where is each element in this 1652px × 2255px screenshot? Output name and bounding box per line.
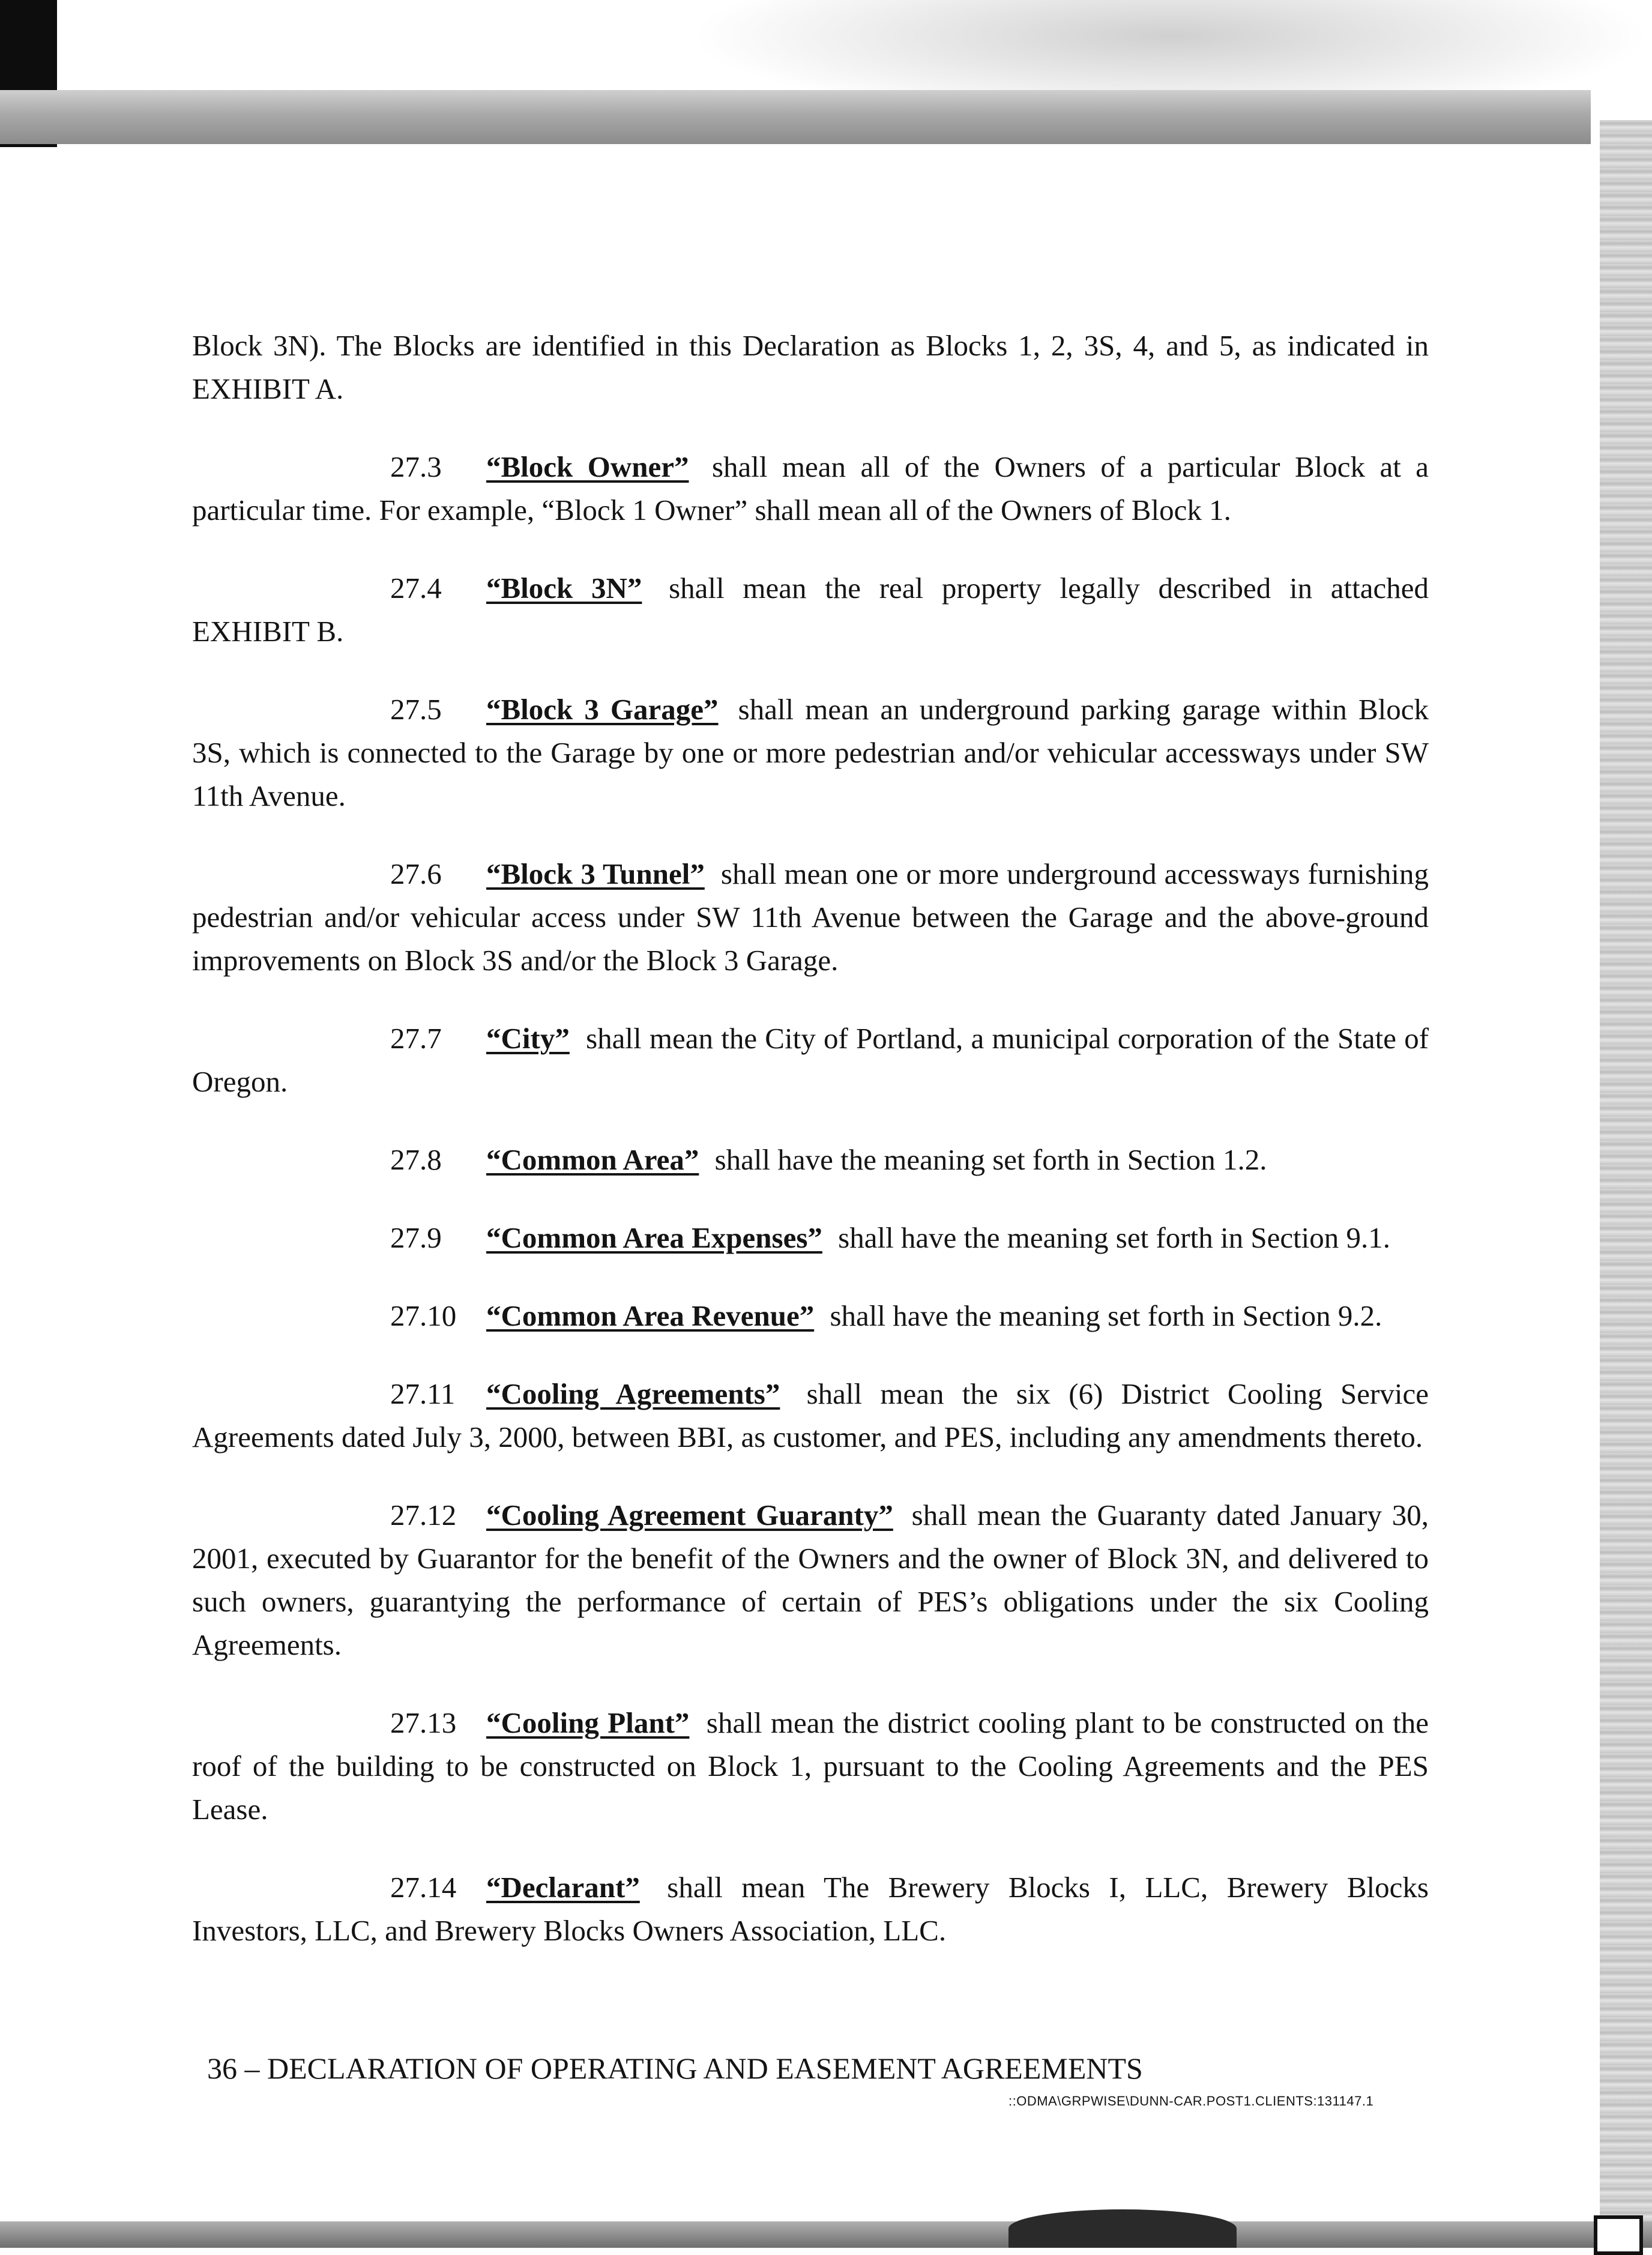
definition-27-3	[192, 445, 1429, 532]
section-number: 27.12	[390, 1499, 457, 1532]
definition-27-8	[192, 1138, 1429, 1182]
defined-term: “Common Area Revenue”	[486, 1299, 815, 1332]
definition-text: shall mean the real property legally described in attached EXHIBIT B.	[192, 572, 1429, 648]
definition-27-5	[192, 688, 1429, 818]
page-footer-title: 36 – DECLARATION OF OPERATING AND EASEMENT AGREEMENTS	[207, 2051, 1143, 2085]
definition-text: shall mean the six (6) District Cooling Service Agreements dated July 3, 2000, between BBI, as customer, and PES, including any amendments thereto.	[192, 1377, 1429, 1454]
defined-term: “Block 3 Garage”	[486, 693, 719, 726]
defined-term: “Cooling Agreements”	[486, 1377, 780, 1410]
section-number: 27.8	[390, 1143, 442, 1176]
section-number: 27.9	[390, 1221, 442, 1254]
defined-term: “Cooling Agreement Guaranty”	[486, 1499, 893, 1532]
definition-text: shall mean The Brewery Blocks I, LLC, Brewery Blocks Investors, LLC, and Brewery Blocks Owners Association, LLC.	[192, 1871, 1429, 1947]
definition-27-7	[192, 1017, 1429, 1103]
defined-term: “Declarant”	[486, 1871, 640, 1904]
scan-right-edge	[1600, 120, 1652, 2248]
section-number: 27.14	[390, 1871, 457, 1904]
definition-text: shall have the meaning set forth in Section 9.2.	[830, 1299, 1382, 1332]
defined-term: “Block 3 Tunnel”	[486, 857, 705, 890]
definition-27-9	[192, 1216, 1429, 1260]
definition-27-11	[192, 1372, 1429, 1459]
definition-text: shall have the meaning set forth in Section 1.2.	[714, 1143, 1267, 1176]
section-number: 27.3	[390, 450, 442, 483]
definition-27-4	[192, 567, 1429, 653]
definition-text: shall mean one or more underground accessways furnishing pedestrian and/or vehicular access under SW 11th Avenue between the Garage and the above-ground improvements on Block 3S and/or the Block 3 Garage.	[192, 857, 1429, 977]
definition-27-12	[192, 1494, 1429, 1667]
definition-27-6	[192, 853, 1429, 982]
definition-27-14	[192, 1866, 1429, 1952]
section-number: 27.13	[390, 1706, 457, 1739]
section-number: 27.10	[390, 1299, 457, 1332]
scan-top-shadow	[0, 90, 1591, 144]
section-number: 27.11	[390, 1377, 456, 1410]
section-number: 27.6	[390, 857, 442, 890]
document-body	[192, 324, 1429, 1987]
intro-paragraph: Block 3N). The Blocks are identified in this Declaration as Blocks 1, 2, 3S, 4, and 5, as indicated in EXHIBIT A.	[192, 329, 1429, 405]
definition-text: shall mean an underground parking garage within Block 3S, which is connected to the Garage by one or more pedestrian and/or vehicular accessways under SW 11th Avenue.	[192, 693, 1429, 812]
definition-27-13	[192, 1701, 1429, 1831]
section-number: 27.5	[390, 693, 442, 726]
scan-bottom-shadow	[0, 2221, 1652, 2248]
defined-term: “City”	[486, 1022, 570, 1055]
definition-text: shall mean the district cooling plant to be constructed on the roof of the building to be constructed on Block 1, pursuant to the Cooling Agreements and the PES Lease.	[192, 1706, 1429, 1826]
document-reference: ::ODMA\GRPWISE\DUNN-CAR.POST1.CLIENTS:131147.1	[1008, 2093, 1374, 2109]
definition-text: shall mean all of the Owners of a particular Block at a particular time. For example, “Block 1 Owner” shall mean all of the Owners of Block 1.	[192, 450, 1429, 527]
definition-text: shall mean the Guaranty dated January 30, 2001, executed by Guarantor for the benefit of the Owners and the owner of Block 3N, and delivered to such owners, guarantying the performance of certain of PES’s obligations under the six Cooling Agreements.	[192, 1499, 1429, 1661]
defined-term: “Block 3N”	[486, 572, 642, 605]
defined-term: “Common Area”	[486, 1143, 699, 1176]
defined-term: “Common Area Expenses”	[486, 1221, 822, 1254]
section-number: 27.4	[390, 572, 442, 605]
definition-text: shall mean the City of Portland, a municipal corporation of the State of Oregon.	[192, 1022, 1429, 1098]
defined-term: “Block Owner”	[486, 450, 689, 483]
defined-term: “Cooling Plant”	[486, 1706, 690, 1739]
section-number: 27.7	[390, 1022, 442, 1055]
scan-corner-mark	[1594, 2215, 1643, 2255]
scan-bottom-smudge	[1008, 2209, 1237, 2248]
definition-text: shall have the meaning set forth in Section 9.1.	[838, 1221, 1391, 1254]
definition-27-10	[192, 1294, 1429, 1338]
